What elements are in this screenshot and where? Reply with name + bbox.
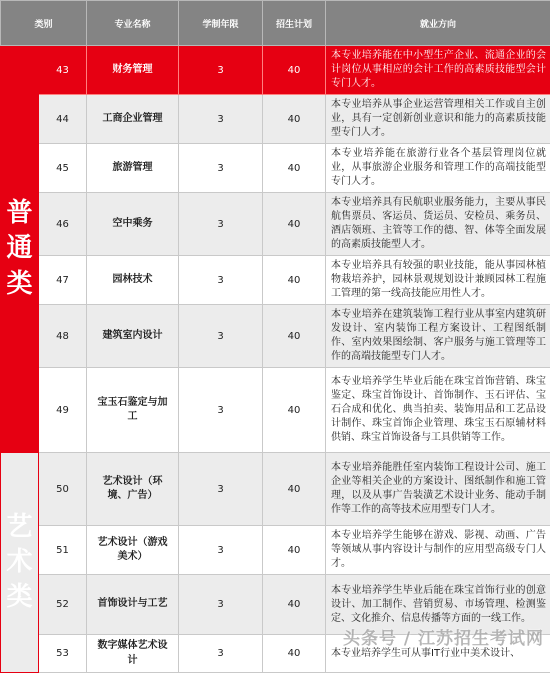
row-number: 49 [39, 368, 87, 453]
enrollment-plan: 40 [263, 575, 326, 635]
category-char: 通 [1, 231, 38, 266]
table-header-row [1, 1, 550, 46]
category-char: 术 [1, 545, 38, 580]
enrollment-plan: 40 [263, 526, 326, 575]
career-direction: 本专业培养从事企业运营管理相关工作或自主创业，具有一定创新创业意识和能力的高素质技能型专门人才。 [326, 95, 550, 144]
category-char: 类 [1, 580, 38, 615]
major-name: 艺术设计（游戏美术） [87, 526, 179, 575]
enrollment-plan: 40 [263, 46, 326, 95]
category-char: 艺 [1, 510, 38, 545]
study-years: 3 [179, 368, 263, 453]
category-art [1, 453, 39, 673]
table-row [1, 575, 550, 635]
enrollment-plan: 40 [263, 453, 326, 526]
study-years: 3 [179, 453, 263, 526]
study-years: 3 [179, 144, 263, 193]
table-row [1, 368, 550, 453]
row-number: 46 [39, 193, 87, 256]
row-number: 50 [39, 453, 87, 526]
career-direction: 本专业培养学生能够在游戏、影视、动画、广告等领域从事内容设计与制作的应用型高级专门人才。 [326, 526, 550, 575]
study-years: 3 [179, 95, 263, 144]
career-direction: 本专业培养能在旅游行业各个基层管理岗位就业，从事旅游企业服务和管理工作的高端技能型专门人才。 [326, 144, 550, 193]
study-years: 3 [179, 635, 263, 673]
header-category: 类别 [1, 1, 87, 46]
major-name: 财务管理 [87, 46, 179, 95]
header-plan: 招生计划 [263, 1, 326, 46]
major-name: 数字媒体艺术设计 [87, 635, 179, 673]
watermark-text: 头条号 / 江苏招生考试网 [343, 624, 544, 649]
category-char: 普 [1, 196, 38, 231]
study-years: 3 [179, 575, 263, 635]
career-direction: 本专业培养在建筑装饰工程行业从事室内建筑研发设计、室内装饰工程方案设计、工程图纸制作、室内效果图绘制、客户服务与施工管理等工作的高端技能型专门人才。 [326, 305, 550, 368]
table-row [1, 635, 550, 673]
row-number: 51 [39, 526, 87, 575]
enrollment-plan: 40 [263, 305, 326, 368]
major-name: 首饰设计与工艺 [87, 575, 179, 635]
study-years: 3 [179, 46, 263, 95]
table-row [1, 453, 550, 526]
major-name: 旅游管理 [87, 144, 179, 193]
category-char: 类 [1, 267, 38, 302]
career-direction: 本专业培养学生毕业后能在珠宝首饰营销、珠宝鉴定、珠宝首饰设计、首饰制作、玉石评估、宝石合成和优化、典当拍卖、装饰用品和工艺品设计制作、珠宝首饰企业管理、珠宝玉石原辅材料供销、珠宝首饰设备与工具供销等工作。 [326, 368, 550, 453]
table-row [1, 256, 550, 305]
study-years: 3 [179, 256, 263, 305]
header-years: 学制年限 [179, 1, 263, 46]
table-row [1, 305, 550, 368]
career-direction: 本专业培养具有民航职业服务能力，主要从事民航售票员、客运员、货运员、安检员、乘务员、酒店领班、主管等工作的德、智、体等全面发展的高素质技能型人才。 [326, 193, 550, 256]
enrollment-plan: 40 [263, 256, 326, 305]
enrollment-plan: 40 [263, 95, 326, 144]
header-major: 专业名称 [87, 1, 179, 46]
major-name: 空中乘务 [87, 193, 179, 256]
row-number: 44 [39, 95, 87, 144]
row-number: 48 [39, 305, 87, 368]
career-direction: 本专业培养具有较强的职业技能，能从事园林植物栽培养护，园林景观规划设计兼顾园林工程施工管理的第一线高技能应用性人才。 [326, 256, 550, 305]
study-years: 3 [179, 526, 263, 575]
row-number: 47 [39, 256, 87, 305]
enrollment-plan: 40 [263, 144, 326, 193]
major-name: 艺术设计（环境、广告） [87, 453, 179, 526]
row-number: 52 [39, 575, 87, 635]
category-general [1, 46, 39, 453]
enrollment-plan: 40 [263, 635, 326, 673]
career-direction: 本专业培养能在中小型生产企业、流通企业的会计岗位从事相应的会计工作的高素质技能型会计专门人才。 [326, 46, 550, 95]
table-row [1, 46, 550, 95]
header-direction: 就业方向 [326, 1, 550, 46]
study-years: 3 [179, 193, 263, 256]
major-name: 工商企业管理 [87, 95, 179, 144]
table-row [1, 144, 550, 193]
row-number: 45 [39, 144, 87, 193]
enrollment-plan: 40 [263, 193, 326, 256]
enrollment-plan: 40 [263, 368, 326, 453]
table-row [1, 193, 550, 256]
major-name: 园林技术 [87, 256, 179, 305]
career-direction: 本专业培养学生毕业后能在珠宝首饰行业的创意设计、加工制作、营销贸易、市场管理、检测鉴定、文化推介、信息传播等方面的一线工作。 [326, 575, 550, 635]
row-number: 53 [39, 635, 87, 673]
row-number: 43 [39, 46, 87, 95]
major-name: 建筑室内设计 [87, 305, 179, 368]
table-row [1, 526, 550, 575]
table-row [1, 95, 550, 144]
career-direction: 本专业培养学生可从事IT行业中美术设计、 [326, 635, 550, 673]
career-direction: 本专业培养能胜任室内装饰工程设计公司、施工企业等相关企业的方案设计、图纸制作和施工管理，以及从事广告装潢艺术设计业务、能动手制作等工作的高等技术应用型专门人才。 [326, 453, 550, 526]
study-years: 3 [179, 305, 263, 368]
major-name: 宝玉石鉴定与加工 [87, 368, 179, 453]
